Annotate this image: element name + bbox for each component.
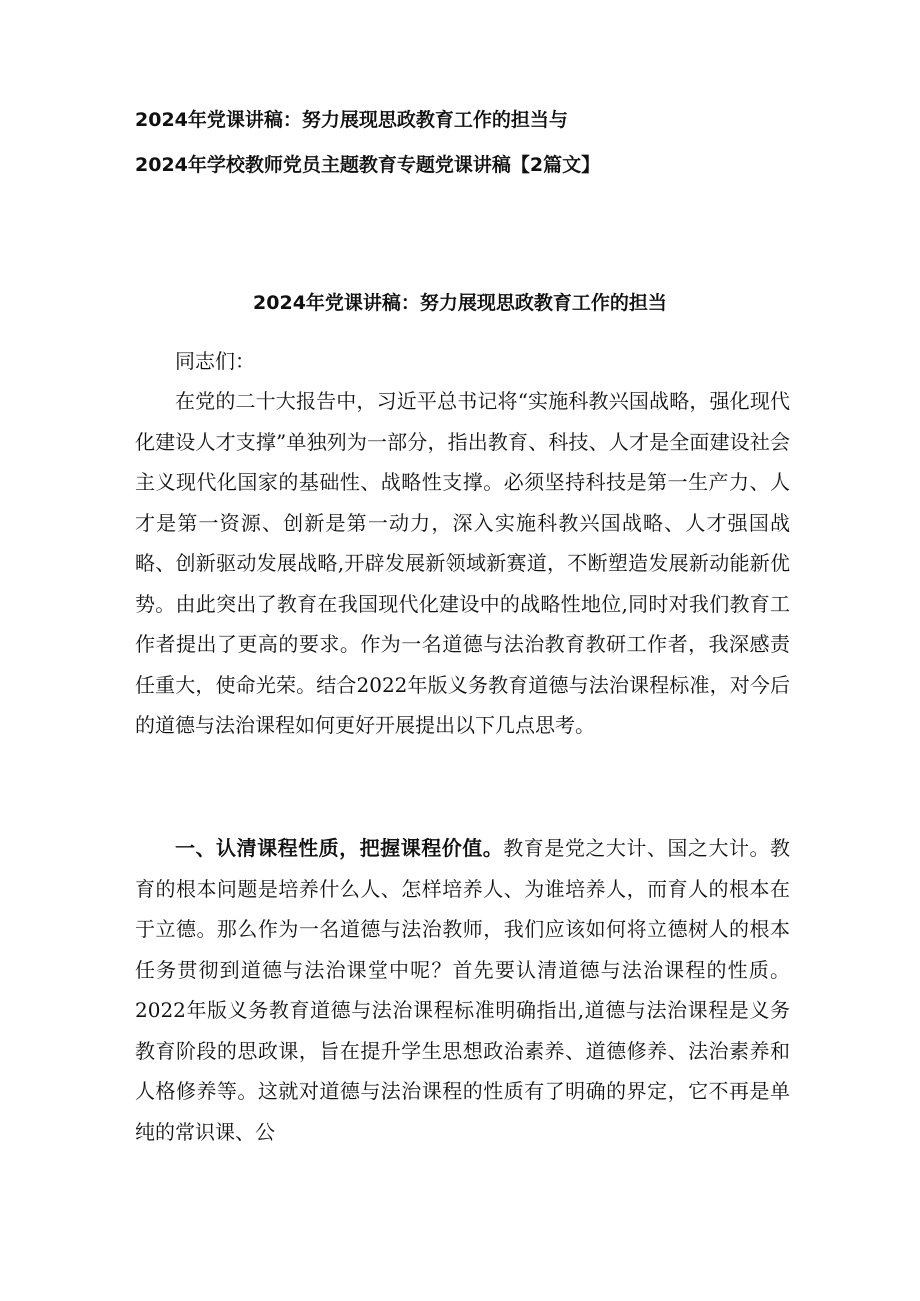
article-title: 2024年党课讲稿：努力展现思政教育工作的担当 xyxy=(253,292,667,314)
paragraph-2 xyxy=(135,828,790,1152)
paragraph-2-body: 教育是党之大计、国之大计。教育的根本问题是培养什么人、怎样培养人、为谁培养人，而育人的根本在于立德。那么作为一名道德与法治教师，我们应该如何将立德树人的根本任务贯彻到道德与法治课堂中呢？首先要认清道德与法治课程的性质。2022年版义务教育道德与法治课程标准明确指出,道德与法治课程是义务教育阶段的思政课，旨在提升学生思想政治素养、道德修养、法治素养和人格修养等。这就对道德与法治课程的性质有了明确的界定，它不再是单纯的常识课、公 xyxy=(135,836,791,1144)
document-title-line-1: 2024年党课讲稿：努力展现思政教育工作的担当与 xyxy=(135,109,568,131)
document-title-line-2: 2024年学校教师党员主题教育专题党课讲稿【2篇文】 xyxy=(135,154,601,176)
salutation: 同志们： xyxy=(175,349,255,373)
paragraph-1: 在党的二十大报告中，习近平总书记将“实施科教兴国战略，强化现代化建设人才支撑”单独列为一部分，指出教育、科技、人才是全面建设社会主义现代化国家的基础性、战略性支撑。必须坚持科技是第一生产力、人才是第一资源、创新是第一动力，深入实施科教兴国战略、人才强国战略、创新驱动发展战略,开辟发展新领域新赛道，不断塑造发展新动能新优势。由此突出了教育在我国现代化建设中的战略性地位,同时对我们教育工作者提出了更高的要求。作为一名道德与法治教育教研工作者，我深感责任重大，使命光荣。结合2022年版义务教育道德与法治课程标准，对今后的道德与法治课程如何更好开展提出以下几点思考。 xyxy=(135,389,790,737)
paragraph-2-heading: 一、认清课程性质，把握课程价值。 xyxy=(175,836,504,860)
